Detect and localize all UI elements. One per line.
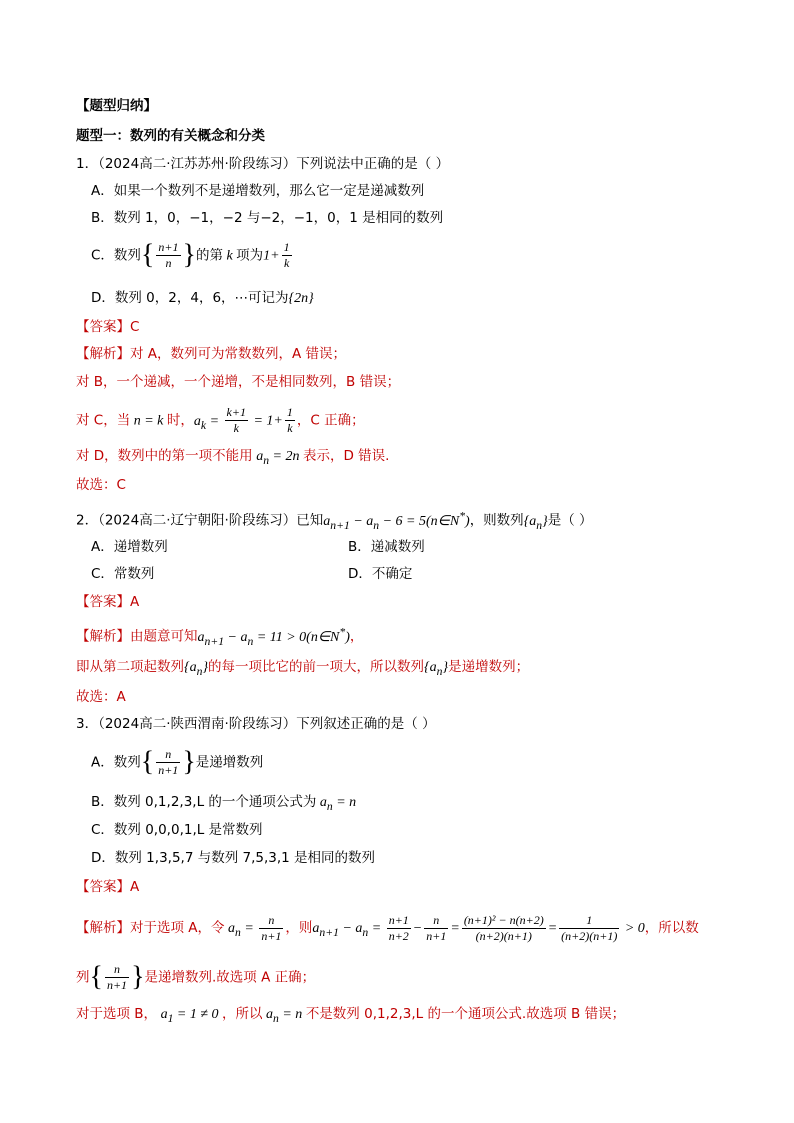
q1-stem: 1．（2024高二·江苏苏州·阶段练习）下列说法中正确的是（ ） bbox=[76, 156, 450, 172]
q3-option-a: A．数列{ $\frac{n}{n+1}$ }是递增数列 bbox=[91, 746, 264, 778]
q1-conclusion: 故选：C bbox=[76, 477, 126, 493]
q3-option-c: C．数列 0,0,0,1,L 是常数列 bbox=[91, 822, 263, 838]
q2-answer: 【答案】A bbox=[76, 594, 140, 610]
q2-option-c: C．常数列 bbox=[91, 566, 155, 582]
q2-analysis-2: 即从第二项起数列$\{a_n\}$的每一项比它的前一项大，所以数列$\{a_n\}$是递增数列； bbox=[76, 659, 530, 678]
q2-option-d: D．不确定 bbox=[348, 566, 413, 582]
q2-analysis-1: 【解析】由题意可知$a_{n+1} - a_n = 11$ > 0(n∈N*)， bbox=[76, 625, 364, 648]
q3-stem: 3．（2024高二·陕西渭南·阶段练习）下列叙述正确的是（ ） bbox=[76, 716, 436, 732]
q3-option-d: D．数列 1,3,5,7 与数列 7,5,3,1 是相同的数列 bbox=[91, 850, 376, 866]
q1-analysis-4: 对 D，数列中的第一项不能用 $a_n = 2n$ 表示，D 错误. bbox=[76, 448, 390, 467]
q1-analysis-1: 【解析】对 A，数列可为常数数列，A 错误； bbox=[76, 346, 347, 362]
q1-analysis-3: 对 C，当 n = k 时，$a_k$ = $\frac{k+1}{k}$ = 1+ $\frac{1}{k}$ ，C 正确； bbox=[76, 405, 365, 435]
q1-option-d: D．数列 0，2，4，6，⋯可记为{2n} bbox=[91, 290, 314, 306]
q3-analysis-2: 列{ $\frac{n}{n+1}$ }是递增数列.故选项 A 正确； bbox=[76, 961, 316, 993]
q3-analysis-1: 【解析】对于选项 A，令 $a_n$ = $\frac{n}{n+1}$ ，则$a_{n+1} - a_n$ = $\frac{n+1}{n+2}$ − $\frac{n}{n+1}$ = $\frac{\text{(n+1)² − n(n+2)}}{(n+2)(n+1)}$ = $\frac{1}{(n+2)(n+1)}$ > 0，所以数 bbox=[76, 912, 699, 943]
q2-option-b: B．递减数列 bbox=[348, 539, 425, 555]
q1-option-c: C．数列{ $\frac{n+1}{n}$ }的第 k 项为1+ $\frac{1}{k}$ bbox=[91, 239, 290, 271]
section-heading: 【题型归纳】 bbox=[76, 98, 157, 114]
q1-analysis-2: 对 B，一个递减，一个递增，不是相同数列，B 错误； bbox=[76, 374, 401, 390]
q1-option-b: B．数列 1，0，−1，−2 与−2，−1，0，1 是相同的数列 bbox=[91, 210, 444, 226]
q1-option-a: A．如果一个数列不是递增数列，那么它一定是递减数列 bbox=[91, 183, 425, 199]
q2-stem: 2．（2024高二·辽宁朝阳·阶段练习）已知$a_{n+1} - a_n - 6$ = 5(n∈N*)，则数列$\{a_n\}$是（ ） bbox=[76, 509, 593, 532]
q3-answer: 【答案】A bbox=[76, 879, 140, 895]
q3-analysis-3: 对于选项 B， $a_1 = 1 \ne 0$ ，所以 $a_n = n$ 不是数列 0,1,2,3,L 的一个通项公式.故选项 B 错误； bbox=[76, 1006, 626, 1025]
topic-title: 题型一：数列的有关概念和分类 bbox=[76, 128, 265, 144]
q2-option-a: A．递增数列 bbox=[91, 539, 168, 555]
q3-option-b: B．数列 0,1,2,3,L 的一个通项公式为 $a_n = n$ bbox=[91, 794, 357, 813]
q1-answer: 【答案】C bbox=[76, 319, 140, 335]
q2-conclusion: 故选：A bbox=[76, 689, 126, 705]
